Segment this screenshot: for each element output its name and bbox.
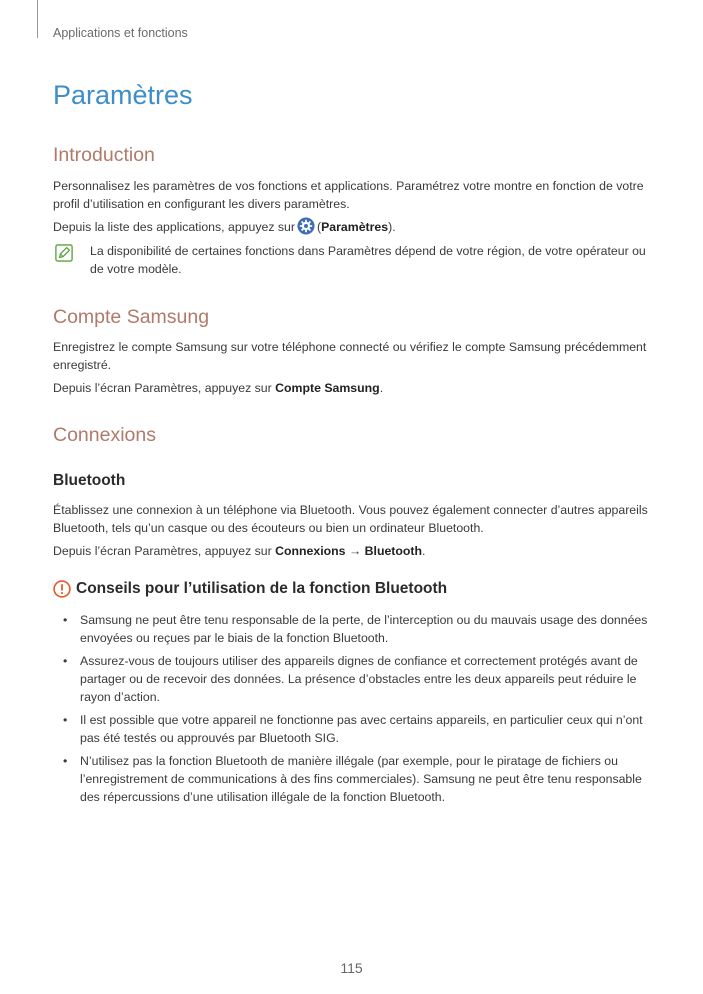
- instruction-end: .: [422, 544, 426, 558]
- connexions-label: Connexions: [275, 544, 346, 558]
- instruction-text: Depuis l’écran Paramètres, appuyez sur: [53, 381, 272, 395]
- paren-open: (: [316, 220, 322, 234]
- introduction-paragraph: Personnalisez les paramètres de vos fonctions et applications. Paramétrez votre montre en fonction de votre profil d’utilisation en configurant les divers paramètres.: [53, 179, 644, 211]
- page-number: 115: [340, 960, 363, 976]
- bluetooth-instruction: [53, 542, 653, 560]
- arrow: →: [348, 544, 362, 558]
- section-heading-connexions: Connexions: [53, 424, 156, 446]
- note-text: La disponibilité de certaines fonctions dans Paramètres dépend de votre région, de votre opérateur ou de votre modèle.: [90, 244, 646, 276]
- bluetooth-paragraph: Établissez une connexion à un téléphone via Bluetooth. Vous pouvez également connecter d’autres appareils Bluetooth, tels qu’un casque ou des écouteurs ou bien un ordinateur Bluetooth.: [53, 503, 648, 535]
- caution-list: [63, 611, 653, 811]
- compte-instruction: [53, 379, 653, 397]
- header-rule: [37, 0, 38, 38]
- settings-gear-icon: [297, 217, 315, 235]
- instruction-end: .: [379, 381, 384, 395]
- list-item: • N’utilisez pas la fonction Bluetooth de manière illégale (par exemple, pour le piratage de fichiers ou l’enregistrement de communications à des fins commerciales). Samsung ne peut être tenu responsable des répercussions d’une utilisation illégale de la fonction Bluetooth.: [63, 752, 653, 806]
- instruction-end: ).: [388, 220, 396, 234]
- caution-heading-row: [53, 580, 447, 598]
- compte-paragraph: Enregistrez le compte Samsung sur votre téléphone connecté ou vérifiez le compte Samsung précédemment enregistré.: [53, 340, 647, 372]
- page-title: Paramètres: [53, 80, 193, 110]
- instruction-text: Depuis la liste des applications, appuyez sur: [53, 220, 295, 234]
- section-heading-introduction: Introduction: [53, 144, 155, 166]
- subheading-bluetooth: Bluetooth: [53, 472, 126, 489]
- list-item: • Il est possible que votre appareil ne fonctionne pas avec certains appareils, en particulier ceux qui n’ont pas été testés ou approuvés par Bluetooth SIG.: [63, 711, 653, 747]
- caution-title: Conseils pour l’utilisation de la fonction Bluetooth: [76, 580, 448, 597]
- list-item: • Samsung ne peut être tenu responsable de la perte, de l’interception ou du mauvais usage des données envoyées ou reçues par le biais de la fonction Bluetooth.: [63, 611, 653, 647]
- instruction-text: Depuis l’écran Paramètres, appuyez sur: [53, 544, 272, 558]
- caution-exclamation-icon: [53, 580, 71, 598]
- introduction-instruction: [53, 217, 653, 236]
- bluetooth-label: Bluetooth: [364, 544, 423, 558]
- running-header: Applications et fonctions: [53, 26, 188, 40]
- compte-samsung-label: Compte Samsung: [275, 381, 380, 395]
- list-item: • Assurez-vous de toujours utiliser des appareils dignes de confiance et correctement protégés avant de partager ou de recevoir des données. La présence d’obstacles entre les deux appareils peut réduire le rayon d’action.: [63, 652, 653, 706]
- settings-label: Paramètres: [321, 220, 389, 234]
- section-heading-compte-samsung: Compte Samsung: [53, 306, 210, 328]
- note-pencil-icon: [55, 244, 73, 262]
